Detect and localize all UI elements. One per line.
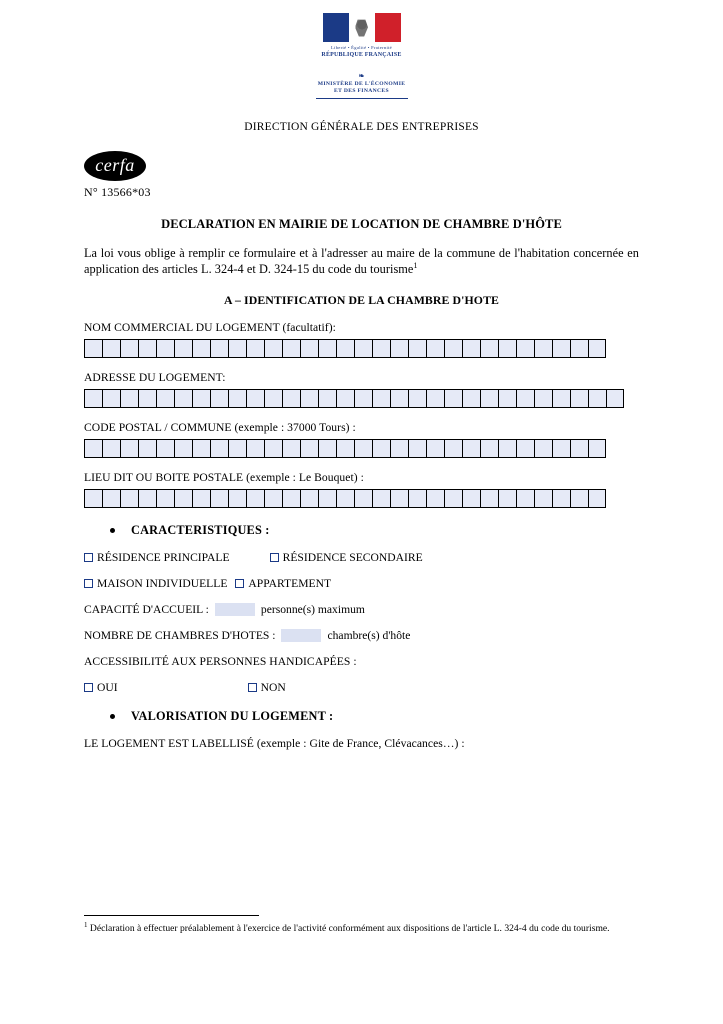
ministere-line2: ET DES FINANCES [334,87,389,94]
republique-text: RÉPUBLIQUE FRANÇAISE [321,52,402,58]
checkbox-label: APPARTEMENT [248,577,332,591]
comb-cell[interactable] [354,439,372,458]
checkbox-maison-individuelle[interactable] [84,577,227,590]
comb-cell[interactable] [552,389,570,408]
comb-cell[interactable] [588,439,606,458]
footnote-marker: 1 [84,921,88,930]
comb-cell[interactable] [390,489,408,508]
bullet-caracteristiques [84,523,639,538]
ministere-mark-icon: ❧ [358,72,365,80]
comb-cell[interactable] [156,489,174,508]
comb-cell[interactable] [264,339,282,358]
flag-blue-band [323,13,349,42]
comb-cell[interactable] [444,389,462,408]
comb-cell[interactable] [336,339,354,358]
checkbox-accessibilite-oui[interactable] [84,681,118,694]
comb-cell[interactable] [156,389,174,408]
comb-cell[interactable] [174,339,192,358]
capacite-suffix: personne(s) maximum [260,603,365,617]
comb-cell[interactable] [336,439,354,458]
input-adresse[interactable] [84,389,639,408]
cerfa-number: N° 13566*03 [84,184,151,199]
comb-cell[interactable] [480,339,498,358]
comb-cell[interactable] [282,389,300,408]
comb-cell[interactable] [462,389,480,408]
comb-cell[interactable] [102,339,120,358]
comb-cell[interactable] [354,339,372,358]
comb-cell[interactable] [462,439,480,458]
section-a-heading: A – IDENTIFICATION DE LA CHAMBRE D'HOTE [223,293,500,308]
comb-cell[interactable] [192,439,210,458]
comb-cell[interactable] [192,489,210,508]
row-capacite-accueil [84,603,639,616]
comb-cell[interactable] [516,389,534,408]
comb-cell[interactable] [84,389,102,408]
comb-cell[interactable] [588,489,606,508]
comb-cell[interactable] [102,389,120,408]
chambres-suffix: chambre(s) d'hôte [327,629,411,643]
comb-cell[interactable] [462,489,480,508]
comb-cell[interactable] [264,489,282,508]
row-residence [84,551,639,564]
comb-cell[interactable] [390,389,408,408]
comb-cell[interactable] [120,489,138,508]
footnote-body: Déclaration à effectuer préalablement à l'exercice de l'activité conformément aux dispositions de l'article L. 324-4 du code du tourisme. [87,923,610,935]
french-flag-icon [322,12,402,43]
comb-cell[interactable] [498,339,516,358]
comb-cell[interactable] [570,389,588,408]
ministere-rule [316,98,408,99]
comb-cell[interactable] [426,439,444,458]
comb-cell[interactable] [354,489,372,508]
comb-cell[interactable] [210,389,228,408]
checkbox-label: OUI [97,681,118,695]
comb-cell[interactable] [570,339,588,358]
comb-cell[interactable] [606,389,624,408]
comb-cell[interactable] [228,489,246,508]
comb-cell[interactable] [498,389,516,408]
cerfa-logo: cerfa [84,151,146,181]
comb-cell[interactable] [516,339,534,358]
comb-cell[interactable] [444,489,462,508]
checkbox-icon[interactable] [270,553,279,562]
chambres-label: NOMBRE DE CHAMBRES D'HOTES : [84,629,276,643]
header-logos [84,0,639,99]
input-code-postal-commune[interactable] [84,439,639,458]
field-label-lieu-dit: LIEU DIT OU BOITE POSTALE (exemple : Le Bouquet) : [84,471,364,485]
comb-cell[interactable] [534,439,552,458]
comb-cell[interactable] [480,439,498,458]
checkbox-label: NON [260,681,286,695]
comb-cell[interactable] [246,339,264,358]
comb-cell[interactable] [84,489,102,508]
comb-cell[interactable] [282,489,300,508]
comb-cell[interactable] [174,489,192,508]
comb-cell[interactable] [120,389,138,408]
comb-cell[interactable] [300,389,318,408]
comb-cell[interactable] [480,489,498,508]
comb-cell[interactable] [300,489,318,508]
checkbox-icon[interactable] [248,683,257,692]
comb-cell[interactable] [246,439,264,458]
comb-cell[interactable] [138,339,156,358]
checkbox-icon[interactable] [84,553,93,562]
comb-cell[interactable] [282,439,300,458]
direction-generale-heading: DIRECTION GÉNÉRALE DES ENTREPRISES [244,120,479,133]
row-accessibilite-oui-non [84,681,639,694]
intro-footnote-marker: 1 [413,260,418,270]
comb-cell[interactable] [174,439,192,458]
checkbox-label: RÉSIDENCE PRINCIPALE [97,551,230,565]
comb-cell[interactable] [516,489,534,508]
intro-text: La loi vous oblige à remplir ce formulaire et à l'adresser au maire de la commune de l'habitation concernée en application des articles L. 324-4 et D. 324-15 du code du tourisme [84,245,639,277]
comb-cell[interactable] [570,489,588,508]
checkbox-accessibilite-non[interactable] [248,681,286,694]
checkbox-icon[interactable] [235,579,244,588]
comb-cell[interactable] [372,339,390,358]
comb-cell[interactable] [552,339,570,358]
bullet-dot-icon [110,714,115,719]
bullet-caracteristiques-label: CARACTERISTIQUES : [131,523,270,538]
comb-cell[interactable] [228,389,246,408]
cerfa-block [84,151,639,200]
comb-cell[interactable] [210,339,228,358]
comb-cell[interactable] [120,339,138,358]
comb-cell[interactable] [192,389,210,408]
comb-cell[interactable] [156,339,174,358]
page-title: DECLARATION EN MAIRIE DE LOCATION DE CHAMBRE D'HÔTE [161,216,562,231]
footnote-block [84,915,639,936]
comb-cell[interactable] [138,489,156,508]
comb-cell[interactable] [318,439,336,458]
field-label-nom-commercial: NOM COMMERCIAL DU LOGEMENT (facultatif): [84,321,336,335]
checkbox-label: RÉSIDENCE SECONDAIRE [282,551,423,565]
bullet-valorisation [84,709,639,724]
comb-cell[interactable] [498,489,516,508]
ministere-line1: MINISTÈRE DE L'ÉCONOMIE [317,80,406,87]
comb-cell[interactable] [372,489,390,508]
checkbox-label: MAISON INDIVIDUELLE [97,577,228,591]
comb-cell[interactable] [246,389,264,408]
comb-cell[interactable] [84,439,102,458]
intro-paragraph [84,245,639,278]
comb-cell[interactable] [588,389,606,408]
comb-cell[interactable] [156,439,174,458]
comb-cell[interactable] [372,389,390,408]
comb-cell[interactable] [300,439,318,458]
comb-cell[interactable] [408,439,426,458]
comb-cell[interactable] [84,339,102,358]
comb-cell[interactable] [102,489,120,508]
comb-cell[interactable] [570,439,588,458]
checkbox-icon[interactable] [84,579,93,588]
comb-cell[interactable] [426,339,444,358]
comb-cell[interactable] [444,439,462,458]
bullet-dot-icon [110,528,115,533]
checkbox-appartement[interactable] [235,577,331,590]
comb-cell[interactable] [534,489,552,508]
comb-cell[interactable] [498,439,516,458]
comb-cell[interactable] [372,439,390,458]
comb-cell[interactable] [336,389,354,408]
input-lieu-dit-boite-postale[interactable] [84,489,639,508]
comb-cell[interactable] [228,339,246,358]
comb-cell[interactable] [102,439,120,458]
comb-cell[interactable] [552,489,570,508]
comb-cell[interactable] [462,339,480,358]
comb-cell[interactable] [534,389,552,408]
comb-cell[interactable] [318,389,336,408]
comb-cell[interactable] [246,489,264,508]
comb-cell[interactable] [390,439,408,458]
footnote-separator [84,915,259,916]
label-logement-labellise: LE LOGEMENT EST LABELLISÉ (exemple : Gite de France, Clévacances…) : [84,737,465,751]
comb-cell[interactable] [354,389,372,408]
row-type-logement [84,577,639,590]
comb-cell[interactable] [300,339,318,358]
row-nombre-chambres [84,629,639,642]
comb-cell[interactable] [408,489,426,508]
comb-cell[interactable] [390,339,408,358]
checkbox-residence-secondaire[interactable] [270,551,423,564]
comb-cell[interactable] [408,389,426,408]
comb-cell[interactable] [138,439,156,458]
comb-cell[interactable] [318,489,336,508]
marianne-logo [320,12,404,58]
comb-cell[interactable] [516,439,534,458]
capacite-label: CAPACITÉ D'ACCUEIL : [84,603,209,617]
comb-cell[interactable] [210,439,228,458]
comb-cell[interactable] [318,339,336,358]
flag-white-band [349,13,375,42]
comb-cell[interactable] [444,339,462,358]
comb-cell[interactable] [588,339,606,358]
footnote-text [84,921,639,936]
comb-cell[interactable] [282,339,300,358]
input-capacite-accueil[interactable] [215,603,255,616]
comb-cell[interactable] [120,439,138,458]
devise-text: Liberté • Égalité • Fraternité [331,45,392,50]
field-label-adresse: ADRESSE DU LOGEMENT: [84,371,226,385]
comb-cell[interactable] [336,489,354,508]
comb-cell[interactable] [264,439,282,458]
flag-red-band [375,13,401,42]
comb-cell[interactable] [174,389,192,408]
comb-cell[interactable] [534,339,552,358]
comb-cell[interactable] [408,339,426,358]
comb-cell[interactable] [426,389,444,408]
checkbox-residence-principale[interactable] [84,551,230,564]
input-nom-commercial[interactable] [84,339,639,358]
comb-cell[interactable] [210,489,228,508]
comb-cell[interactable] [426,489,444,508]
comb-cell[interactable] [192,339,210,358]
comb-cell[interactable] [264,389,282,408]
ministere-logo [316,72,408,99]
comb-cell[interactable] [552,439,570,458]
bullet-valorisation-label: VALORISATION DU LOGEMENT : [131,709,334,724]
checkbox-icon[interactable] [84,683,93,692]
input-nombre-chambres[interactable] [281,629,321,642]
field-label-code-postal: CODE POSTAL / COMMUNE (exemple : 37000 Tours) : [84,421,356,435]
comb-cell[interactable] [138,389,156,408]
label-accessibilite: ACCESSIBILITÉ AUX PERSONNES HANDICAPÉES : [84,655,357,669]
comb-cell[interactable] [480,389,498,408]
comb-cell[interactable] [228,439,246,458]
